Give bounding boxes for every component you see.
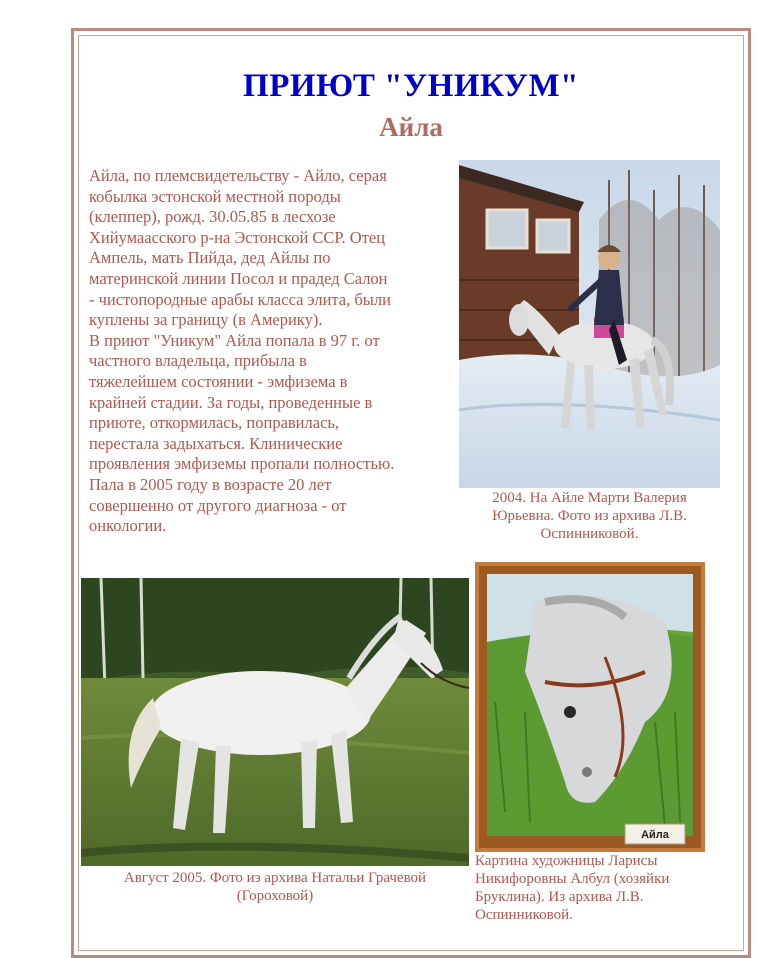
summer-field-photo — [81, 578, 469, 866]
winter-photo-caption: 2004. На Айле Марти Валерия Юрьевна. Фото из архива Л.В. Оспинниковой. — [492, 490, 687, 542]
article-body: Айла, по племсвидетельству - Айло, серая кобылка эстонской местной породы (клеппер), рожд. 30.05.85 в лесхозе Хийумаасского р-на Эстонской ССР. Отец Ампель, мать Пийда, дед Айлы по материнской линии Посол и прадед Салон - чистопородные арабы класса элита, были куплены за границу (в Америку). В приют "Уникум" Айла попала в 97 г. от частного владельца, прибыла в тяжелейшем состоянии - эмфизема в крайней стадии. За годы, проведенные в приюте, откормилась, поправилась, перестала задыхаться. Клинические проявления эмфиземы пропали полностью. Пала в 2005 году в возрасте 20 лет совершенно от другого диагноза - от онкологии. — [89, 166, 395, 536]
winter-riding-photo — [459, 160, 720, 488]
summer-photo-caption: Август 2005. Фото из архива Натальи Грачевой (Гороховой) — [123, 870, 427, 904]
painting-caption: Картина художницы Ларисы Никифоровны Албул (хозяйки Бруклина). Из архива Л.В. Оспинниковой. — [475, 853, 670, 923]
horse-painting-photo — [475, 562, 705, 852]
page-title: ПРИЮТ "УНИКУМ" — [243, 68, 579, 104]
horse-name-heading: Айла — [379, 112, 443, 142]
painting-label-text: Айла — [641, 829, 669, 841]
